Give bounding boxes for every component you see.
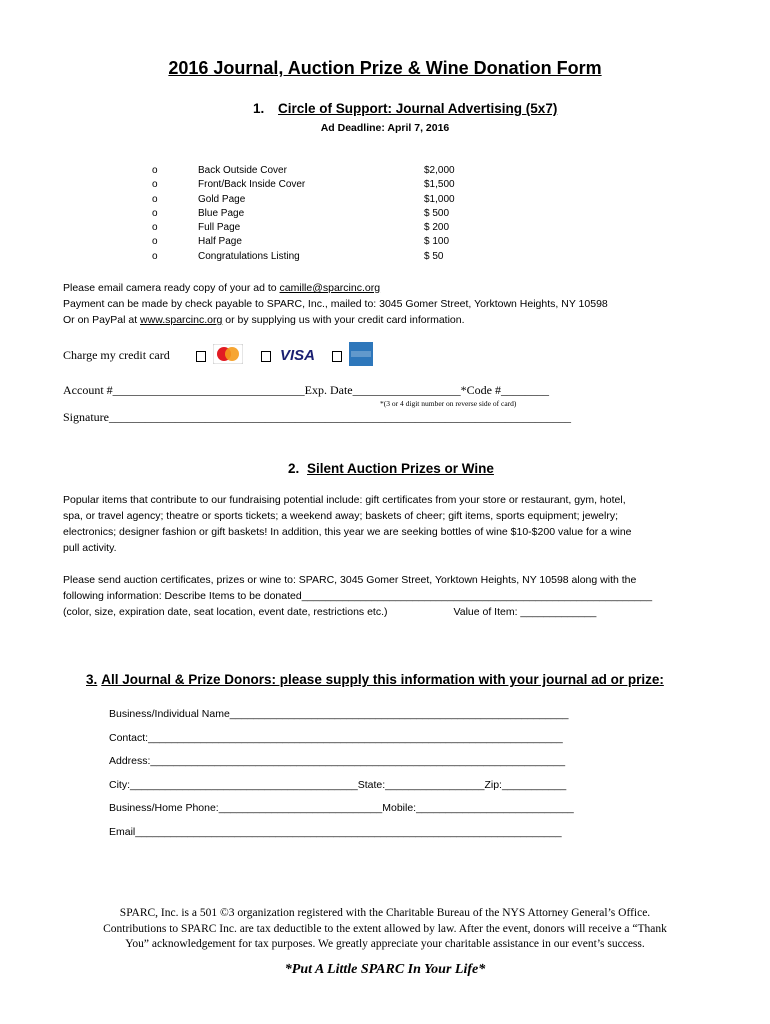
section3-heading: 3. All Journal & Prize Donors: please supply this information with your journal ad or prize: [86,672,664,687]
list-item: o Gold Page $1,000 [152,193,455,205]
city-state-zip-field[interactable]: City:_______________________________________State:_________________Zip:___________ [109,778,567,791]
page-title: 2016 Journal, Auction Prize & Wine Donation Form [168,58,602,78]
email-link[interactable]: camille@sparcinc.org [279,282,381,294]
address-field[interactable]: Address:_______________________________________________________________________ [109,755,566,767]
list-item: o Full Page $ 200 [152,222,450,234]
section3-title: All Journal & Prize Donors [101,672,272,687]
list-item: o Blue Page $ 500 [152,207,450,219]
account-line[interactable]: Account #________________________________Exp. Date__________________*Code #________ [63,383,549,397]
payment-instructions: Please email camera ready copy of your ad to camille@sparcinc.org Payment can be made by check payable to SPARC, Inc., mailed to: 3045 Gomer Street, Yorktown Heights, NY 10598 Or on PayPal at www.sparcinc.org or by supplying us with your credit card information. [63,282,608,326]
amex-icon [349,342,373,370]
section3-number: 3. [86,672,98,687]
value-of-item[interactable]: Value of Item: _____________ [453,606,597,618]
phone-mobile-field[interactable]: Business/Home Phone:____________________________Mobile:___________________________ [109,802,574,814]
list-item: o Back Outside Cover $2,000 [152,165,455,176]
auction-description: Popular items that contribute to our fundraising potential include: gift certificates from your store or restaurant, gym, hotel, spa, or travel agency; theatre or sports tickets; a weekend away; baskets of cheer; gift items, sports equipment; jewelry; electronics; designer fashion or gift baskets! In addition, this year we are seeking bottles of wine $10-$200 value for a wine pull activity. [63,494,632,554]
section2-title: Silent Auction Prizes or Wine [307,461,494,476]
paypal-link[interactable]: www.sparcinc.org [140,314,223,326]
list-item: o Half Page $ 100 [152,236,450,248]
section1-heading [253,101,557,116]
amex-checkbox[interactable] [332,351,342,362]
business-name-field[interactable]: Business/Individual Name__________________________________________________________ [109,708,569,720]
section1-number: 1. [253,101,265,116]
section1-title: Circle of Support: Journal Advertising (5x7) [278,101,558,116]
auction-send-instructions: Please send auction certificates, prizes or wine to: SPARC, 3045 Gomer Street, Yorktown Heights, NY 10598 along with the following information: Describe Items to be donated____________________________________________________________ (color, size, expiration date, seat location, event date, restrictions etc.) Value of Item: _____________ [63,574,653,618]
code-note: *(3 or 4 digit number on reverse side of card) [380,399,517,408]
donor-info-fields [109,708,574,849]
list-item: o Congratulations Listing $ 50 [152,250,444,262]
charge-card-label: Charge my credit card [63,347,170,362]
section2-heading [288,461,494,476]
signature-line[interactable]: Signature_____________________________________________________________________________ [63,410,571,424]
visa-icon [278,344,318,368]
section2-number: 2. [288,461,300,476]
ad-deadline: Ad Deadline: April 7, 2016 [320,122,450,134]
svg-text:VISA: VISA [279,347,315,364]
mastercard-checkbox[interactable] [196,351,206,362]
ad-options-list [152,164,460,264]
describe-items-line[interactable]: following information: Describe Items to be donated____________________________________________________________ [63,590,653,602]
mastercard-icon [213,344,243,368]
visa-checkbox[interactable] [261,351,271,362]
contact-field[interactable]: Contact:_______________________________________________________________________ [109,731,563,744]
charge-card-row [63,342,373,370]
list-item: o Front/Back Inside Cover $1,500 [152,179,455,191]
footer-text: SPARC, Inc. is a 501 ©3 organization registered with the Charitable Bureau of the NYS Attorney General’s Office. Contributions to SPARC Inc. are tax deductible to the extent allowed by law. After the event, donors will receive a “Thank You” acknowledgement for tax purposes. We greatly appreciate your charitable assistance in our event’s success. [103,907,667,950]
email-field[interactable]: Email_________________________________________________________________________ [109,825,562,838]
tagline: *Put A Little SPARC In Your Life* [284,962,486,977]
